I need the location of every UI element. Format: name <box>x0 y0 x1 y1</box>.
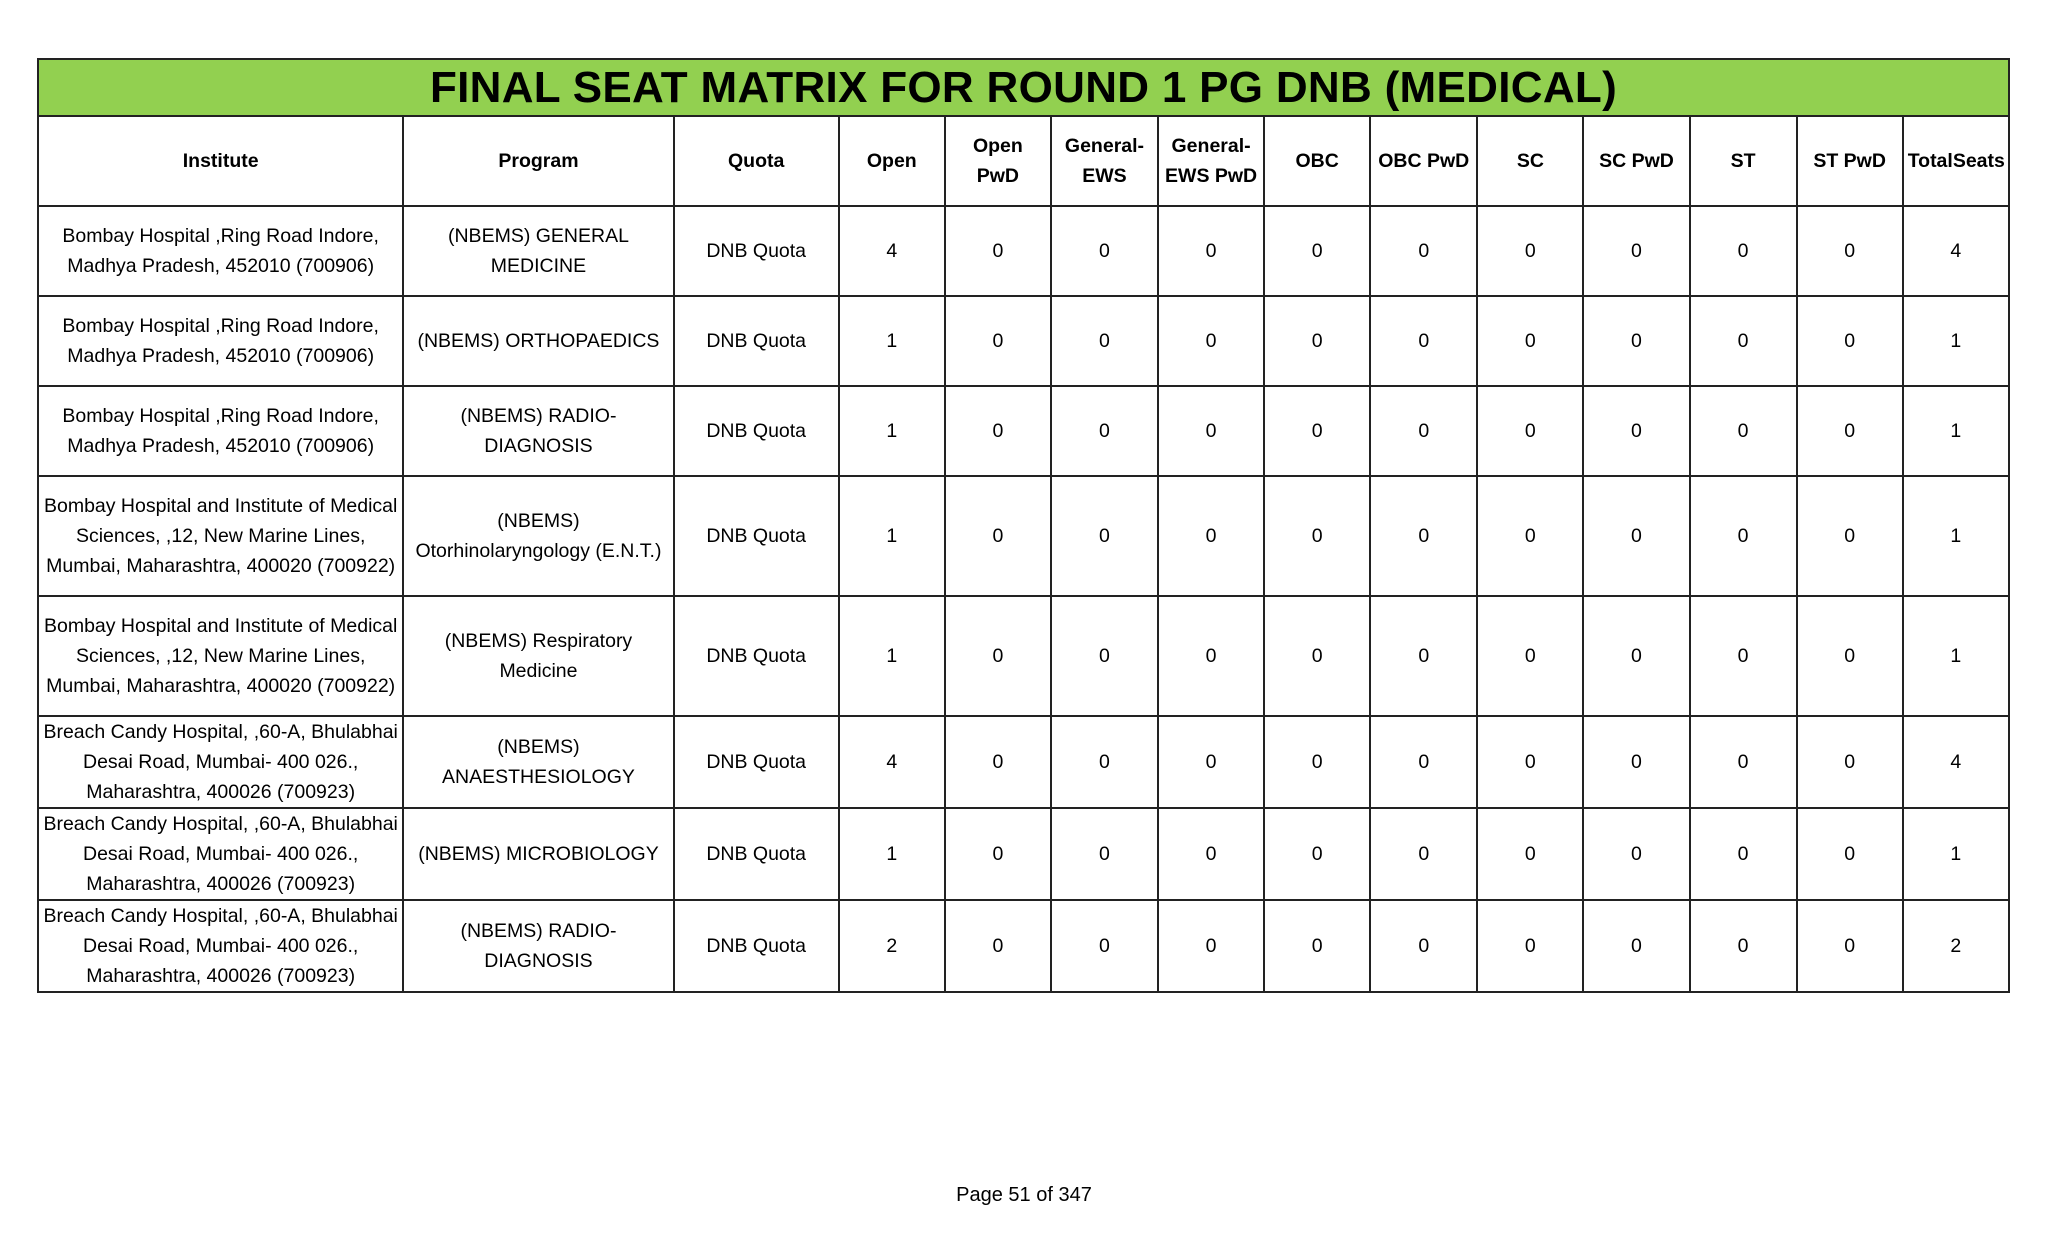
cell-st: 0 <box>1690 206 1797 296</box>
cell-st: 0 <box>1690 808 1797 900</box>
cell-open: 4 <box>839 716 945 808</box>
cell-sc-pwd: 0 <box>1583 808 1689 900</box>
table-row <box>38 900 2009 992</box>
cell-total-seats: 4 <box>1903 206 2009 296</box>
cell-obc-pwd: 0 <box>1370 476 1477 596</box>
column-header-open: Open <box>839 116 945 206</box>
cell-open-pwd: 0 <box>945 296 1051 386</box>
cell-quota: DNB Quota <box>674 296 839 386</box>
cell-open-pwd: 0 <box>945 206 1051 296</box>
cell-obc: 0 <box>1264 206 1370 296</box>
table-row <box>38 206 2009 296</box>
column-header-row <box>38 116 2009 206</box>
cell-obc-pwd: 0 <box>1370 900 1477 992</box>
cell-sc: 0 <box>1477 296 1583 386</box>
cell-st-pwd: 0 <box>1797 476 1903 596</box>
cell-obc-pwd: 0 <box>1370 206 1477 296</box>
cell-obc: 0 <box>1264 386 1370 476</box>
cell-obc: 0 <box>1264 596 1370 716</box>
column-header-open-pwd: Open PwD <box>945 116 1051 206</box>
cell-general-ews: 0 <box>1051 386 1158 476</box>
cell-general-ews: 0 <box>1051 296 1158 386</box>
cell-st: 0 <box>1690 716 1797 808</box>
cell-st: 0 <box>1690 296 1797 386</box>
cell-program: (NBEMS) GENERAL MEDICINE <box>403 206 673 296</box>
seat-matrix-table <box>37 58 2010 993</box>
cell-total-seats: 1 <box>1903 476 2009 596</box>
cell-open-pwd: 0 <box>945 900 1051 992</box>
cell-program: (NBEMS) MICROBIOLOGY <box>403 808 673 900</box>
cell-st-pwd: 0 <box>1797 386 1903 476</box>
cell-program: (NBEMS) RADIO-DIAGNOSIS <box>403 386 673 476</box>
cell-program: (NBEMS) ORTHOPAEDICS <box>403 296 673 386</box>
cell-institute: Bombay Hospital and Institute of Medical Sciences, ,12, New Marine Lines, Mumbai, Maharashtra, 400020 (700922) <box>38 596 403 716</box>
page-number: Page 51 of 347 <box>956 1184 1092 1206</box>
cell-obc: 0 <box>1264 716 1370 808</box>
cell-sc-pwd: 0 <box>1583 900 1689 992</box>
cell-st-pwd: 0 <box>1797 296 1903 386</box>
cell-st: 0 <box>1690 476 1797 596</box>
cell-sc-pwd: 0 <box>1583 206 1689 296</box>
cell-quota: DNB Quota <box>674 716 839 808</box>
cell-quota: DNB Quota <box>674 476 839 596</box>
cell-total-seats: 1 <box>1903 596 2009 716</box>
cell-st-pwd: 0 <box>1797 596 1903 716</box>
cell-sc: 0 <box>1477 596 1583 716</box>
cell-general-ews-pwd: 0 <box>1158 808 1264 900</box>
column-header-general-ews-pwd: General-EWS PwD <box>1158 116 1264 206</box>
cell-general-ews-pwd: 0 <box>1158 900 1264 992</box>
cell-obc: 0 <box>1264 900 1370 992</box>
cell-sc: 0 <box>1477 808 1583 900</box>
column-header-quota: Quota <box>674 116 839 206</box>
cell-open: 1 <box>839 386 945 476</box>
table-row <box>38 296 2009 386</box>
table-row <box>38 596 2009 716</box>
cell-institute: Bombay Hospital ,Ring Road Indore, Madhya Pradesh, 452010 (700906) <box>38 386 403 476</box>
column-header-st-pwd: ST PwD <box>1797 116 1903 206</box>
cell-institute: Bombay Hospital ,Ring Road Indore, Madhya Pradesh, 452010 (700906) <box>38 296 403 386</box>
cell-general-ews-pwd: 0 <box>1158 296 1264 386</box>
cell-sc: 0 <box>1477 900 1583 992</box>
cell-open-pwd: 0 <box>945 596 1051 716</box>
cell-st: 0 <box>1690 900 1797 992</box>
cell-obc-pwd: 0 <box>1370 596 1477 716</box>
cell-general-ews-pwd: 0 <box>1158 716 1264 808</box>
table-row <box>38 716 2009 808</box>
cell-institute: Breach Candy Hospital, ,60-A, Bhulabhai Desai Road, Mumbai- 400 026., Maharashtra, 400026 (700923) <box>38 808 403 900</box>
cell-open: 1 <box>839 476 945 596</box>
cell-general-ews: 0 <box>1051 476 1158 596</box>
cell-sc-pwd: 0 <box>1583 386 1689 476</box>
cell-program: (NBEMS) Respiratory Medicine <box>403 596 673 716</box>
cell-obc-pwd: 0 <box>1370 808 1477 900</box>
cell-general-ews: 0 <box>1051 808 1158 900</box>
column-header-obc-pwd: OBC PwD <box>1370 116 1477 206</box>
cell-open: 2 <box>839 900 945 992</box>
cell-open-pwd: 0 <box>945 808 1051 900</box>
cell-institute: Breach Candy Hospital, ,60-A, Bhulabhai Desai Road, Mumbai- 400 026., Maharashtra, 400026 (700923) <box>38 900 403 992</box>
cell-obc-pwd: 0 <box>1370 716 1477 808</box>
cell-general-ews: 0 <box>1051 206 1158 296</box>
cell-open: 1 <box>839 808 945 900</box>
cell-obc: 0 <box>1264 296 1370 386</box>
table-title: FINAL SEAT MATRIX FOR ROUND 1 PG DNB (MEDICAL) <box>38 59 2009 116</box>
cell-obc: 0 <box>1264 808 1370 900</box>
cell-total-seats: 2 <box>1903 900 2009 992</box>
table-body <box>38 206 2009 992</box>
cell-institute: Bombay Hospital and Institute of Medical Sciences, ,12, New Marine Lines, Mumbai, Maharashtra, 400020 (700922) <box>38 476 403 596</box>
cell-general-ews: 0 <box>1051 900 1158 992</box>
cell-open-pwd: 0 <box>945 386 1051 476</box>
cell-st-pwd: 0 <box>1797 206 1903 296</box>
cell-general-ews: 0 <box>1051 716 1158 808</box>
cell-sc: 0 <box>1477 206 1583 296</box>
cell-institute: Breach Candy Hospital, ,60-A, Bhulabhai Desai Road, Mumbai- 400 026., Maharashtra, 400026 (700923) <box>38 716 403 808</box>
cell-obc-pwd: 0 <box>1370 386 1477 476</box>
column-header-program: Program <box>403 116 673 206</box>
column-header-st: ST <box>1690 116 1797 206</box>
table-row <box>38 386 2009 476</box>
cell-general-ews-pwd: 0 <box>1158 386 1264 476</box>
cell-sc: 0 <box>1477 476 1583 596</box>
cell-quota: DNB Quota <box>674 900 839 992</box>
table-row <box>38 476 2009 596</box>
cell-st: 0 <box>1690 386 1797 476</box>
column-header-obc: OBC <box>1264 116 1370 206</box>
table-row <box>38 808 2009 900</box>
cell-open-pwd: 0 <box>945 716 1051 808</box>
cell-sc-pwd: 0 <box>1583 716 1689 808</box>
cell-sc-pwd: 0 <box>1583 476 1689 596</box>
column-header-sc-pwd: SC PwD <box>1583 116 1689 206</box>
cell-quota: DNB Quota <box>674 808 839 900</box>
column-header-institute: Institute <box>38 116 403 206</box>
column-header-sc: SC <box>1477 116 1583 206</box>
cell-sc-pwd: 0 <box>1583 596 1689 716</box>
cell-sc: 0 <box>1477 386 1583 476</box>
cell-program: (NBEMS) ANAESTHESIOLOGY <box>403 716 673 808</box>
cell-general-ews-pwd: 0 <box>1158 596 1264 716</box>
cell-total-seats: 1 <box>1903 296 2009 386</box>
cell-total-seats: 4 <box>1903 716 2009 808</box>
cell-quota: DNB Quota <box>674 596 839 716</box>
cell-open-pwd: 0 <box>945 476 1051 596</box>
cell-general-ews-pwd: 0 <box>1158 476 1264 596</box>
cell-total-seats: 1 <box>1903 808 2009 900</box>
column-header-total-seats: TotalSeats <box>1903 116 2009 206</box>
cell-general-ews-pwd: 0 <box>1158 206 1264 296</box>
cell-st: 0 <box>1690 596 1797 716</box>
column-header-general-ews: General-EWS <box>1051 116 1158 206</box>
cell-quota: DNB Quota <box>674 386 839 476</box>
cell-st-pwd: 0 <box>1797 900 1903 992</box>
cell-quota: DNB Quota <box>674 206 839 296</box>
cell-program: (NBEMS) RADIO-DIAGNOSIS <box>403 900 673 992</box>
cell-st-pwd: 0 <box>1797 808 1903 900</box>
cell-obc-pwd: 0 <box>1370 296 1477 386</box>
cell-st-pwd: 0 <box>1797 716 1903 808</box>
cell-sc-pwd: 0 <box>1583 296 1689 386</box>
cell-program: (NBEMS) Otorhinolaryngology (E.N.T.) <box>403 476 673 596</box>
cell-open: 4 <box>839 206 945 296</box>
cell-total-seats: 1 <box>1903 386 2009 476</box>
cell-open: 1 <box>839 296 945 386</box>
cell-sc: 0 <box>1477 716 1583 808</box>
cell-institute: Bombay Hospital ,Ring Road Indore, Madhya Pradesh, 452010 (700906) <box>38 206 403 296</box>
cell-general-ews: 0 <box>1051 596 1158 716</box>
cell-open: 1 <box>839 596 945 716</box>
cell-obc: 0 <box>1264 476 1370 596</box>
